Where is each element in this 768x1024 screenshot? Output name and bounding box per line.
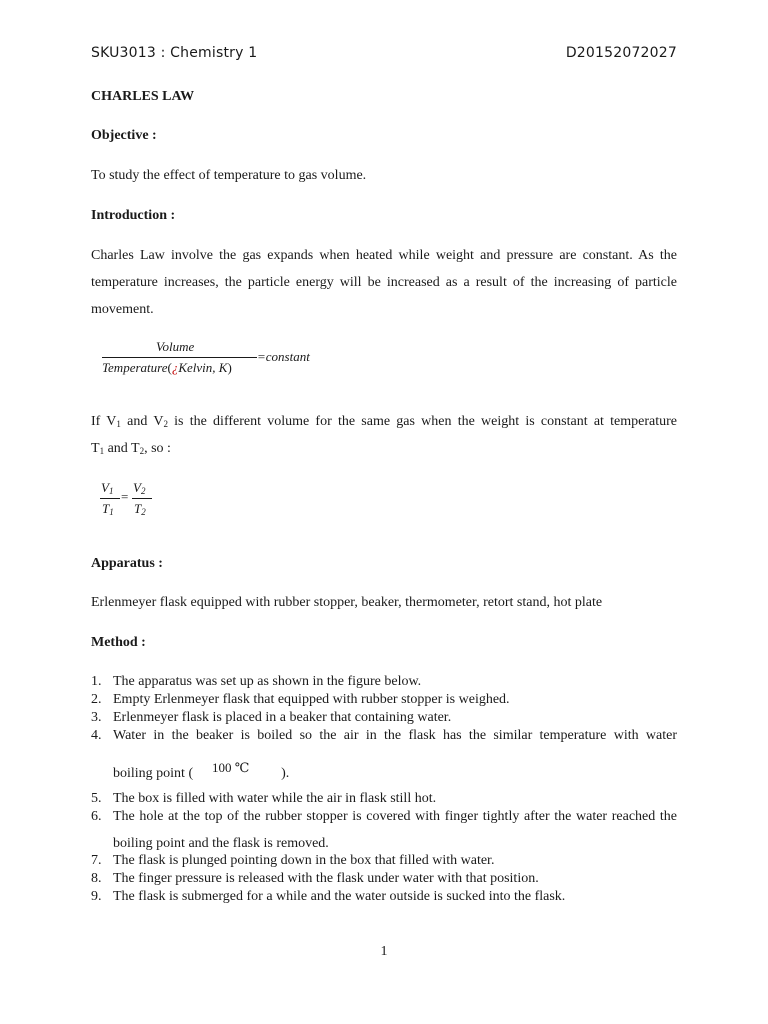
p2-t-sub-1: 1 <box>99 446 105 456</box>
step-text-line2 <box>113 766 289 782</box>
step-number: 1. <box>91 674 102 689</box>
eq2-t2-letter: T <box>134 501 142 516</box>
step-number: 9. <box>91 889 102 904</box>
apparatus-heading: Apparatus : <box>91 556 163 571</box>
method-heading: Method : <box>91 635 146 650</box>
step-text: The flask is submerged for a while and the water outside is sucked into the flask. <box>113 889 566 904</box>
objective-text: To study the effect of temperature to gas volume. <box>91 168 367 183</box>
eq2-t1-letter: T <box>102 501 110 516</box>
objective-heading: Objective : <box>91 128 157 143</box>
eq2-v1-letter: V <box>101 480 109 495</box>
step-number: 2. <box>91 692 102 707</box>
step-text-line1: Water in the beaker is boiled so the air in the flask has the similar temperature with water <box>113 728 677 743</box>
step-text: The hole at the top of the rubber stopper is covered with finger tightly after the water reached the boiling point and the flask is removed. <box>113 809 677 851</box>
step-text: The flask is plunged pointing down in the box that filled with water. <box>113 853 495 868</box>
p2-t: T <box>91 441 100 456</box>
step-text: The box is filled with water while the air in flask still hot. <box>113 791 437 806</box>
eq2-v1-sub: 1 <box>108 486 114 496</box>
header-course: SKU3013 : Chemistry 1 <box>91 45 258 61</box>
step-text: The apparatus was set up as shown in the figure below. <box>113 674 422 689</box>
step-number: 5. <box>91 791 102 806</box>
eq2-v2-sub: 2 <box>140 486 146 496</box>
step-number: 6. <box>91 809 102 824</box>
page-number: 1 <box>380 944 388 959</box>
equation-numerator: Volume <box>156 339 195 354</box>
apparatus-text: Erlenmeyer flask equipped with rubber stopper, beaker, thermometer, retort stand, hot plate <box>91 595 603 610</box>
step-text: Empty Erlenmeyer flask that equipped with rubber stopper is weighed. <box>113 692 510 707</box>
denominator-symbol: ¿ <box>171 360 179 375</box>
denominator-open: ( <box>167 360 172 375</box>
step-number: 4. <box>91 728 102 743</box>
equation-rhs: =constant <box>257 349 310 364</box>
boiling-point-close: ). <box>281 766 290 781</box>
p2-t-sub-2: 2 <box>139 446 145 456</box>
step-number: 3. <box>91 710 102 725</box>
p2-sub-2: 2 <box>163 419 168 429</box>
p2-so: , so : <box>144 441 171 456</box>
step-number: 7. <box>91 853 102 868</box>
p2-text-b: and V <box>120 414 164 429</box>
header-student-id: D20152072027 <box>565 45 677 61</box>
denominator-close: ) <box>227 360 232 375</box>
temperature-value: 100 ℃ <box>212 760 250 775</box>
introduction-text: Charles Law involve the gas expands when heated while weight and pressure are constant. As the temperature increases, the particle energy will be increased as a result of the increasing of particle movement. <box>91 248 677 317</box>
introduction-heading: Introduction : <box>91 208 176 223</box>
step-text: Erlenmeyer flask is placed in a beaker that containing water. <box>113 710 452 725</box>
boiling-point-text: boiling point ( <box>113 766 194 781</box>
denominator-prefix: Temperature <box>102 360 168 375</box>
eq2-equals: = <box>121 489 129 504</box>
step-text: The finger pressure is released with the flask under water with that position. <box>113 871 539 886</box>
p2-text-c: is the different volume for the same gas when the weight is constant at temperature <box>167 414 677 429</box>
eq2-v2-letter: V <box>133 480 141 495</box>
p2-t-and: and T <box>104 441 140 456</box>
method-steps-list <box>91 0 677 1024</box>
p2-text-a: If V <box>91 414 117 429</box>
p2-sub-1: 1 <box>116 419 121 429</box>
document-title: CHARLES LAW <box>91 89 195 104</box>
denominator-unit: Kelvin, K <box>178 360 228 375</box>
eq2-t2-sub: 2 <box>141 507 146 517</box>
eq2-t1-sub: 1 <box>109 507 114 517</box>
step-number: 8. <box>91 871 102 886</box>
